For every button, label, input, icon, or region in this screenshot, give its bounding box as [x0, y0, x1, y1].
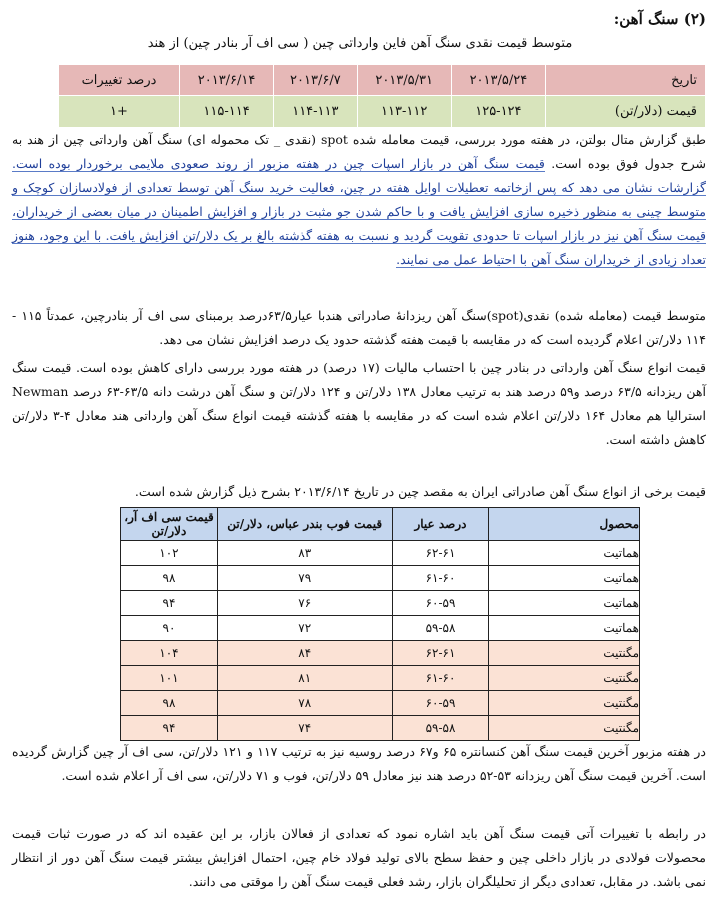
header-cell: ۲۰۱۳/۵/۳۱	[357, 65, 451, 96]
table-cell: ۷۸	[217, 691, 392, 716]
table-row	[121, 616, 640, 641]
table-row	[121, 591, 640, 616]
paragraph-market-report	[12, 128, 706, 272]
table-cell: ۵۹-۵۸	[392, 716, 489, 741]
table-cell: هماتیت	[489, 566, 640, 591]
table-cell: ۶۱-۶۰	[392, 666, 489, 691]
header-cell: درصد تغییرات	[59, 65, 180, 96]
table-cell: ۸۴	[217, 641, 392, 666]
table-cell: ۹۰	[121, 616, 218, 641]
table-cell: ۱۱۳-۱۱۲	[357, 96, 451, 128]
header-cell: ۲۰۱۳/۶/۷	[274, 65, 357, 96]
price-table	[58, 64, 706, 128]
table-cell: ۶۲-۶۱	[392, 541, 489, 566]
table-cell: مگنتیت	[489, 666, 640, 691]
table-cell: ۹۸	[121, 566, 218, 591]
paragraph-russia-prices: در هفته مزبور آخرین قیمت سنگ آهن کنسانتره ۶۵ و۶۷ درصد روسیه نیز به ترتیب ۱۱۷ و ۱۲۱ دلار/تن، سی اف آر چین گزارش گردیده است. آخرین قیمت سنگ آهن ریزدانه ۵۳-۵۲ درصد هند نیز معادل ۵۹ دلار/تن، فوب و ۷۱ دلار/تن، سی اف آر اعلام شده است.	[12, 744, 706, 783]
table-cell: ۹۴	[121, 591, 218, 616]
table-cell: ۷۶	[217, 591, 392, 616]
header-cell: ۲۰۱۳/۶/۱۴	[179, 65, 273, 96]
table-cell: قیمت (دلار/تن)	[546, 96, 706, 128]
table-cell: ۹۴	[121, 716, 218, 741]
highlighted-text: قیمت سنگ آهن در بازار اسپات چین در هفته مزبور از روند صعودی ملایمی برخوردار بوده است. گزارشات نشان می دهد که پس ازخاتمه تعطیلات اوایل هفته در چین، فعالیت خرید سنگ آهن توسط تعدادی از فولادسازان کوچک و متوسط چینی به منظور ذخیره سازی افزایش یافت و با حاکم شدن جو مثبت در بازار و افزایش اطمینان در میان بعضی از خریداران، قیمت سنگ آهن نیز در بازار اسپات تا حدودی تقویت گردید و نسبت به هفته گذشته بالغ بر یک دلار/تن افزایش یافت. با این وجود، هنوز تعداد زیادی از خریداران سنگ آهن با احتیاط عمل می نمایند.	[12, 156, 706, 267]
table-cell: ۱۰۴	[121, 641, 218, 666]
table-cell: مگنتیت	[489, 641, 640, 666]
table-row	[121, 666, 640, 691]
table-cell: ۹۸	[121, 691, 218, 716]
table-cell: ۱۰۲	[121, 541, 218, 566]
header-cell: قیمت سی اف آر، دلار/تن	[121, 508, 218, 541]
product-price-table	[120, 507, 640, 741]
header-cell: قیمت فوب بندر عباس، دلار/تن	[217, 508, 392, 541]
paragraph-average-price: متوسط قیمت (معامله شده) نقدی(spot)سنگ آهن ریزدانۀ صادراتی هندبا عیار۶۳/۵درصد برمبنای سی اف آر بنادرچین، عمدتاً ۱۱۵ - ۱۱۴ دلار/تن اعلام گردیده است که در مقایسه با قیمت هفته گذشته حدود یک درصد افزایش نشان می دهد.	[12, 308, 707, 347]
table-cell: ۶۰-۵۹	[392, 591, 489, 616]
table-cell: ۱۲۵-۱۲۴	[451, 96, 545, 128]
table-cell: +۱	[59, 96, 180, 128]
header-cell: ۲۰۱۳/۵/۲۴	[451, 65, 545, 96]
table-cell: ۷۴	[217, 716, 392, 741]
paragraph-iran-exports: قیمت برخی از انواع سنگ آهن صادراتی ایران به مقصد چین در تاریخ ۲۰۱۳/۶/۱۴ بشرح ذیل گزارش شده است.	[134, 484, 706, 499]
paragraph-import-prices: قیمت انواع سنگ آهن وارداتی در بنادر چین با احتساب مالیات (۱۷ درصد) در هفته مورد بررسی دارای کاهش بوده است. قیمت سنگ آهن ریزدانه ۶۳/۵ درصد و۵۹ درصد هند به ترتیب معادل ۱۳۸ دلار/تن و ۱۲۴ دلار/تن و سنگ آهن درشت دانه ۶۳/۵-۶۳ درصد Newman استرالیا هم معادل ۱۶۴ دلار/تن اعلام شده است که در مقایسه با هفته گذشته قیمت انواع سنگ آهن وارداتی هند معادل ۴-۳ دلار/تن کاهش داشته است.	[12, 360, 706, 447]
price-table-row	[59, 96, 706, 128]
table-cell: ۷۹	[217, 566, 392, 591]
table-cell: ۶۰-۵۹	[392, 691, 489, 716]
table-cell: ۱۱۵-۱۱۴	[179, 96, 273, 128]
table-cell: ۶۲-۶۱	[392, 641, 489, 666]
table-cell: ۶۱-۶۰	[392, 566, 489, 591]
paragraph-text: طبق گزارش متال بولتن، در هفته مورد بررسی، قیمت معامله شده spot (نقدی _ تک محموله ای) سنگ آهن وارداتی چین از هند به شرح جدول فوق بوده است.	[12, 132, 706, 171]
table-cell: ۱۱۴-۱۱۳	[274, 96, 357, 128]
table-cell: هماتیت	[489, 591, 640, 616]
table-cell: مگنتیت	[489, 691, 640, 716]
paragraph-outlook: در رابطه با تغییرات آتی قیمت سنگ آهن باید اشاره نمود که تعدادی از فعالان بازار، بر این عقیده اند که در صورت ثبات قیمت محصولات فولادی در بازار داخلی چین و حفظ سطح بالای تولید فولاد خام چین، احتمال افزایش بیشتر قیمت سنگ آهن دور از انتظار نمی باشد. در مقابل، تعدادی دیگر از تحلیلگران بازار، رشد فعلی قیمت سنگ آهن را موقتی می دانند.	[12, 826, 706, 889]
table-cell: مگنتیت	[489, 716, 640, 741]
header-cell: محصول	[489, 508, 640, 541]
table-cell: هماتیت	[489, 541, 640, 566]
product-table-header-row	[121, 508, 640, 541]
price-table-header-row	[59, 65, 706, 96]
table-cell: ۱۰۱	[121, 666, 218, 691]
table-row	[121, 641, 640, 666]
table-row	[121, 716, 640, 741]
table-row	[121, 541, 640, 566]
header-cell: تاریخ	[546, 65, 706, 96]
table-cell: ۸۳	[217, 541, 392, 566]
section-heading: (۲) سنگ آهن:	[613, 10, 706, 28]
table-cell: ۵۹-۵۸	[392, 616, 489, 641]
header-cell: درصد عیار	[392, 508, 489, 541]
table-cell: ۷۲	[217, 616, 392, 641]
table-row	[121, 566, 640, 591]
table-cell: ۸۱	[217, 666, 392, 691]
table-cell: هماتیت	[489, 616, 640, 641]
table-row	[121, 691, 640, 716]
table-caption: متوسط قیمت نقدی سنگ آهن فاین وارداتی چین ( سی اف آر بنادر چین) از هند	[147, 36, 573, 51]
